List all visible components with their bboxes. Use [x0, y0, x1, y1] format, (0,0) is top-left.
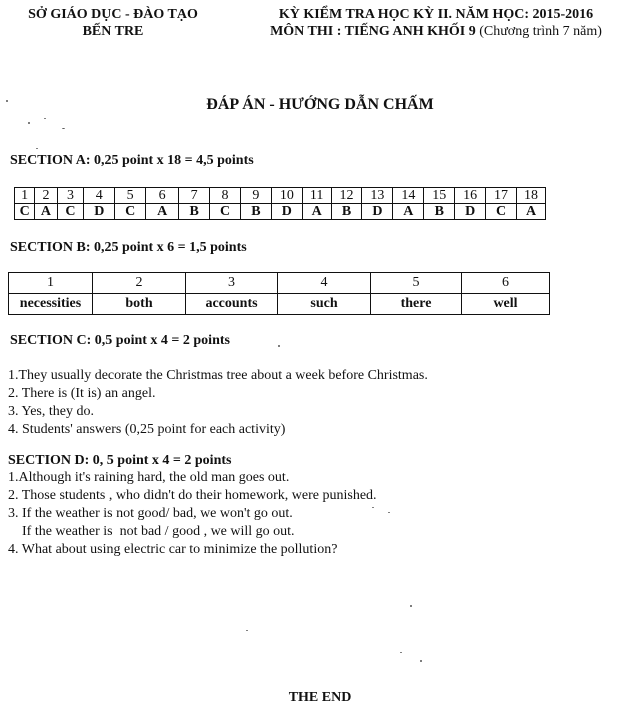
answer-letter-cell: C — [15, 204, 35, 220]
answer-number-cell: 7 — [179, 188, 210, 204]
answer-word-cell: necessities — [9, 294, 93, 315]
answer-letter-cell: B — [179, 204, 210, 220]
answer-line: 4. Students' answers (0,25 point for each activity) — [8, 422, 286, 437]
answer-letter-cell: C — [115, 204, 146, 220]
exam-line-2 — [236, 23, 636, 40]
answer-letter-cell: B — [240, 204, 271, 220]
answer-number-cell: 8 — [210, 188, 241, 204]
section-b-answer-table — [8, 272, 550, 315]
department-line-2: BẾN TRE — [82, 24, 144, 39]
answer-number-cell: 2 — [35, 188, 57, 204]
department-line-1: SỞ GIÁO DỤC - ĐÀO TẠO — [28, 7, 198, 22]
answer-number-cell: 12 — [331, 188, 362, 204]
answer-number-cell: 6 — [146, 188, 179, 204]
exam-line-1: KỲ KIỂM TRA HỌC KỲ II. NĂM HỌC: 2015-2016 — [278, 7, 594, 22]
section-b-heading: SECTION B: 0,25 point x 6 = 1,5 points — [10, 240, 247, 255]
answer-number-cell: 11 — [302, 188, 331, 204]
answer-letter-cell: C — [57, 204, 84, 220]
section-d-answers — [8, 469, 377, 559]
answer-letters-row — [15, 204, 546, 220]
section-c-answers — [8, 367, 428, 439]
answer-number-cell: 15 — [424, 188, 455, 204]
answer-number-cell: 13 — [362, 188, 393, 204]
section-a-heading: SECTION A: 0,25 point x 18 = 4,5 points — [10, 153, 254, 168]
answer-letter-cell: A — [35, 204, 57, 220]
section-d-heading: SECTION D: 0, 5 point x 4 = 2 points — [8, 453, 232, 468]
answer-line: 3. If the weather is not good/ bad, we won't go out. — [8, 506, 293, 521]
answer-word-cell: such — [278, 294, 371, 315]
answer-number-cell: 1 — [15, 188, 35, 204]
answer-letter-cell: A — [517, 204, 546, 220]
answer-number-cell: 17 — [486, 188, 517, 204]
answer-number-cell: 3 — [186, 273, 278, 294]
answer-number-cell: 1 — [9, 273, 93, 294]
answer-line: 2. Those students , who didn't do their homework, were punished. — [8, 488, 377, 503]
answer-number-cell: 10 — [271, 188, 302, 204]
answer-number-cell: 18 — [517, 188, 546, 204]
answer-line: 4. What about using electric car to minimize the pollution? — [8, 542, 338, 557]
answer-number-cell: 6 — [462, 273, 550, 294]
page-title: ĐÁP ÁN - HƯỚNG DẪN CHẤM — [206, 96, 434, 113]
the-end-footer: THE END — [288, 690, 352, 705]
answer-letter-cell: D — [271, 204, 302, 220]
exam-subject: MÔN THI : TIẾNG ANH KHỐI 9 — [270, 24, 476, 39]
answer-numbers-row — [9, 273, 550, 294]
answer-number-cell: 5 — [371, 273, 462, 294]
answer-number-cell: 3 — [57, 188, 84, 204]
answer-word-cell: both — [93, 294, 186, 315]
answer-number-cell: 9 — [240, 188, 271, 204]
answer-line: If the weather is not bad / good , we will go out. — [8, 524, 295, 539]
answer-letter-cell: D — [84, 204, 115, 220]
answer-letter-cell: C — [486, 204, 517, 220]
exam-info — [236, 6, 636, 40]
answer-line: 1.They usually decorate the Christmas tree about a week before Christmas. — [8, 368, 428, 383]
answer-line: 3. Yes, they do. — [8, 404, 94, 419]
section-c-heading: SECTION C: 0,5 point x 4 = 2 points — [10, 333, 230, 348]
answer-number-cell: 16 — [455, 188, 486, 204]
answer-letter-cell: B — [331, 204, 362, 220]
answer-letter-cell: D — [362, 204, 393, 220]
answer-letter-cell: A — [302, 204, 331, 220]
answer-number-cell: 4 — [84, 188, 115, 204]
exam-program: (Chương trình 7 năm) — [475, 24, 602, 39]
section-a-answer-table — [14, 187, 546, 220]
answer-number-cell: 5 — [115, 188, 146, 204]
answer-line: 2. There is (It is) an angel. — [8, 386, 156, 401]
answer-words-row — [9, 294, 550, 315]
answer-letter-cell: D — [455, 204, 486, 220]
department-name — [8, 6, 218, 40]
answer-letter-cell: A — [393, 204, 424, 220]
answer-number-cell: 2 — [93, 273, 186, 294]
answer-letter-cell: B — [424, 204, 455, 220]
answer-number-cell: 4 — [278, 273, 371, 294]
answer-numbers-row — [15, 188, 546, 204]
answer-letter-cell: A — [146, 204, 179, 220]
answer-number-cell: 14 — [393, 188, 424, 204]
answer-letter-cell: C — [210, 204, 241, 220]
answer-word-cell: well — [462, 294, 550, 315]
answer-word-cell: accounts — [186, 294, 278, 315]
answer-line: 1.Although it's raining hard, the old man goes out. — [8, 470, 290, 485]
answer-word-cell: there — [371, 294, 462, 315]
